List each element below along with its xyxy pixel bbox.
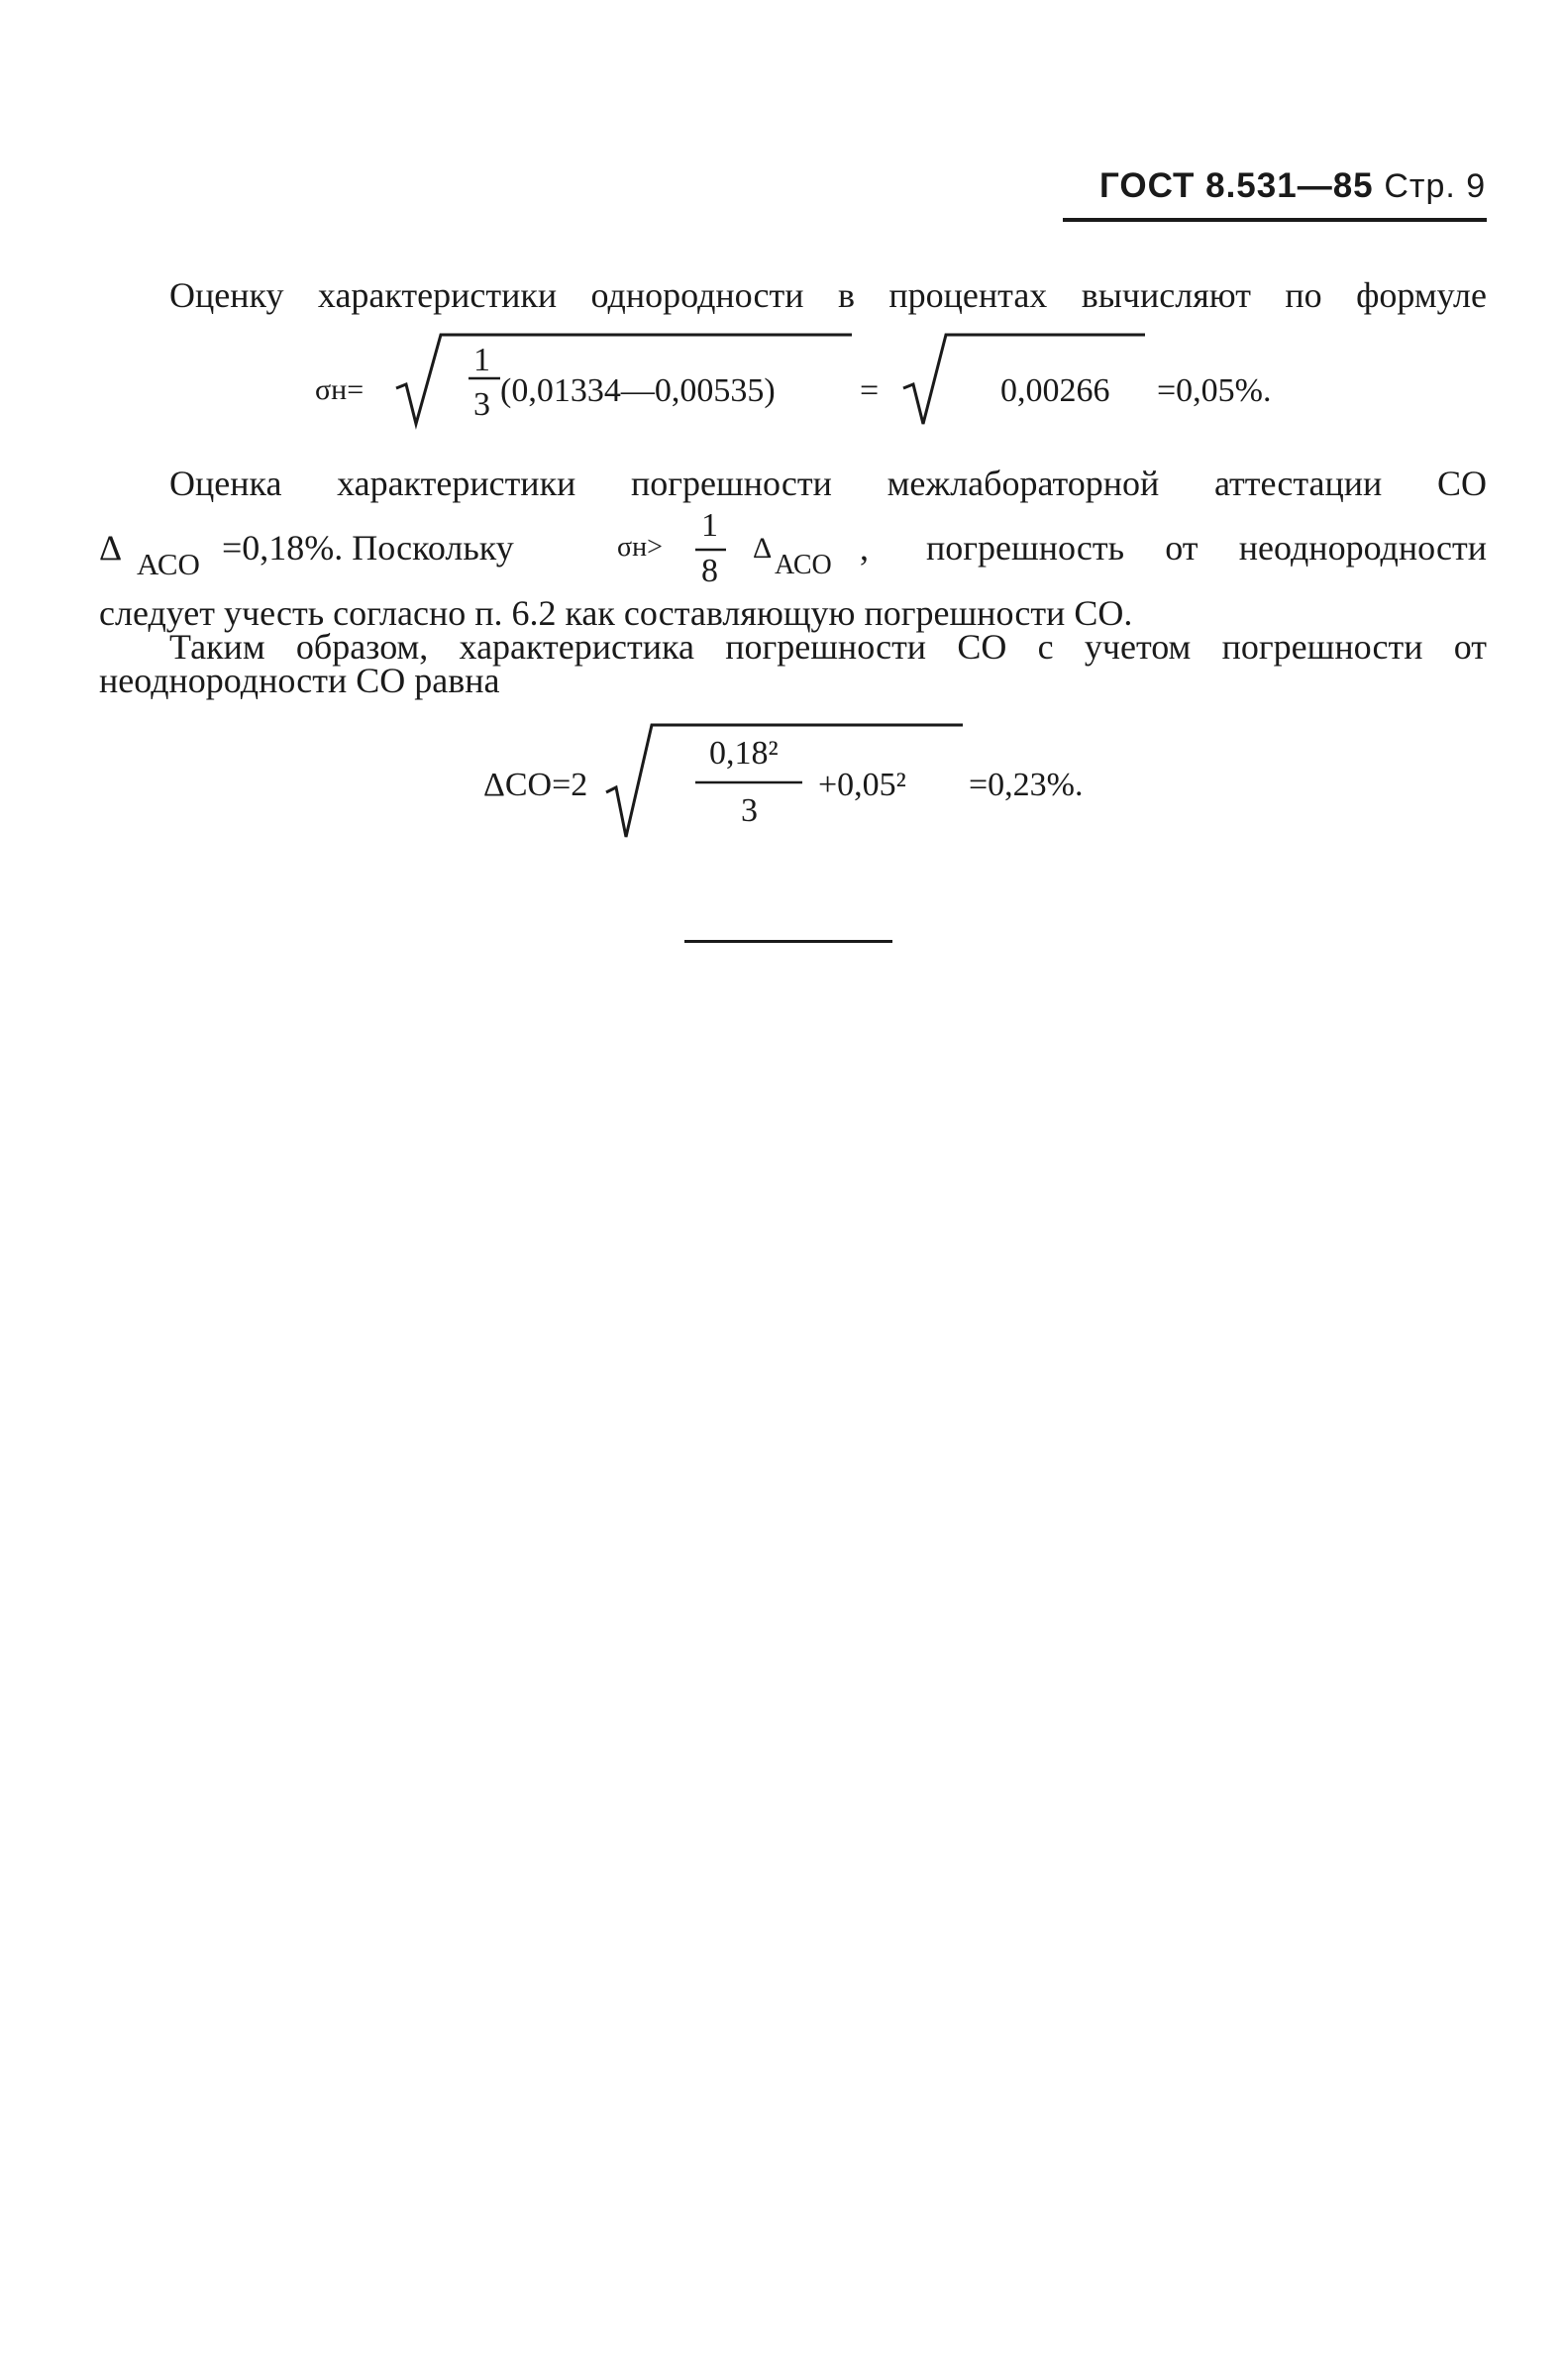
formula2-frac-den: 3 — [741, 792, 758, 829]
formula2-result: =0,23%. — [969, 767, 1084, 803]
paragraph-1: Оценку характеристики однородности в процентах вычисляют по формуле — [169, 275, 1487, 315]
formula1-lhs: σн= — [315, 373, 365, 406]
paragraph-2-line-1: Оценка характеристики погрешности межлабораторной аттестации СО — [169, 464, 1487, 503]
delta-2-subscript: АСО — [775, 550, 832, 580]
standard-number: ГОСТ 8.531—85 — [1099, 166, 1374, 205]
delta-symbol: Δ — [99, 528, 123, 568]
paragraph-3-line-1: Таким образом, характеристика погрешности СО с учетом погрешности от — [169, 627, 1487, 667]
formula2-lhs: ΔСО=2 — [483, 767, 588, 803]
formula2-frac-num: 0,18² — [709, 735, 779, 772]
inline-comma: , — [860, 528, 869, 568]
formula1-radicand: (0,01334—0,00535) — [500, 372, 776, 409]
end-rule — [684, 940, 892, 943]
formula1-radicand2: 0,00266 — [1000, 372, 1110, 409]
formula1-frac-num: 1 — [473, 342, 490, 378]
inline-frac-num: 1 — [701, 507, 718, 544]
paragraph-2-line-3: следует учесть согласно п. 6.2 как составляющую погрешности СО. — [99, 593, 1133, 633]
formula1-result: =0,05%. — [1157, 372, 1272, 409]
delta-value-text: =0,18%. Поскольку — [222, 528, 514, 568]
inline-frac-den: 8 — [701, 553, 718, 589]
page-number: Стр. 9 — [1384, 167, 1487, 205]
formula2-plus-term: +0,05² — [818, 767, 906, 803]
paragraph-3-line-2: неоднородности СО равна — [99, 661, 500, 700]
sigma-comparison: σн> — [617, 532, 663, 563]
formula1-frac-den: 3 — [473, 386, 490, 423]
delta-subscript: АСО — [137, 547, 200, 581]
error-text: погрешность от неоднородности — [926, 528, 1487, 568]
delta-2-symbol: Δ — [753, 532, 773, 565]
formula1-equals: = — [860, 372, 880, 409]
